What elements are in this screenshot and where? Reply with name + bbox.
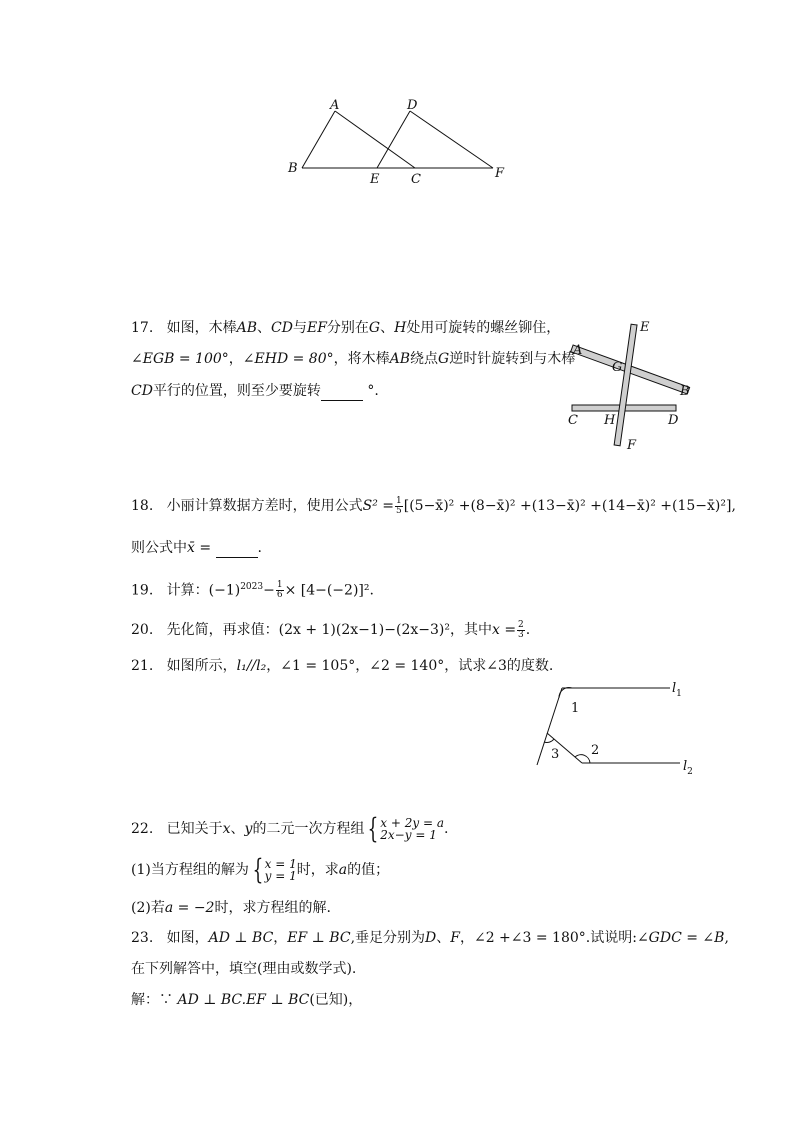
subscript: 1 [676,689,682,699]
math: ∠2 = 140° [369,658,445,674]
text: °. [367,383,379,399]
text: 的二元一次方程组 [252,821,365,837]
numerator: 2 [518,619,524,630]
question-number: 23. [131,930,154,946]
math: S² = [362,498,395,514]
formula: [(5−x̄)² +(8−x̄)² +(13−x̄)² +(14−x̄)² +(15−x̄)²], [403,498,736,514]
text: 的值； [347,862,390,878]
text: 解：∵ [131,992,173,1008]
math: AD ⊥ BC [208,930,274,946]
math: y [244,821,253,837]
text: 如图，木棒 [166,320,237,336]
label-B: B [680,384,690,399]
fraction [395,497,403,516]
text: 已知关于 [166,821,223,837]
math: (2x + 1)(2x−1)−(2x−3)² [278,622,450,638]
label-F: F [495,166,505,181]
answer-blank[interactable] [321,386,363,401]
math: x̄ [187,540,195,556]
text: ， [273,930,288,946]
text: 绕点 [410,351,439,367]
math: AD ⊥ BC.EF ⊥ BC [177,992,310,1008]
label-A: A [330,98,340,113]
text: 分别在 [326,320,369,336]
label-E: E [640,320,650,335]
text: . [525,622,531,638]
math: H [394,320,407,336]
fraction [276,581,284,600]
label-D: D [668,413,679,428]
solution-system [265,858,297,882]
denominator: 5 [396,505,402,516]
question-19 [131,577,374,601]
text: (已知)， [309,992,363,1008]
label-G: G [612,360,623,375]
math: CD [271,320,293,336]
text: 如图所示， [166,658,237,674]
label-C: C [411,172,421,187]
numerator: 1 [276,580,283,591]
math: a = −2 [164,900,215,916]
label-E: E [370,172,380,187]
question-17-line-3 [131,381,379,401]
question-number: 18. [131,498,154,514]
math: G [368,320,381,336]
question-23-solution [131,990,362,1010]
l: l [672,681,677,696]
math: AB [389,351,411,367]
question-21 [131,656,553,676]
math: EF [306,320,327,336]
label-C: C [568,413,578,428]
text: ，将木棒 [333,351,390,367]
math: ∠EGB = 100° [131,351,229,367]
math: AB [236,320,258,336]
text: 先化简，再求值： [166,622,279,638]
math: × [4−(−2)]². [284,582,374,599]
math: D [425,930,437,946]
text: . [443,821,449,837]
question-23-line-1 [131,928,729,948]
line-l2-label [683,759,693,777]
text: 则公式中 [131,540,187,556]
question-number: 17. [131,320,154,336]
solution-y: y = 1 [264,869,297,883]
text: 与 [292,320,307,336]
label-B: B [288,161,298,176]
text: = [194,540,216,556]
math: a [338,862,348,878]
text: ， [355,658,370,674]
math: l₁//l₂ [236,658,267,674]
equation-system [380,817,444,841]
denominator: 3 [518,629,524,640]
question-number: 19. [131,582,154,599]
question-18-line-2 [131,538,262,558]
equation-1: x + 2y = a [380,816,444,830]
text: 逆时针旋转到与木棒 [449,351,576,367]
math: (−1) [208,582,241,599]
math: ∠EHD = 80° [242,351,334,367]
text: ， [459,930,474,946]
text: 、 [436,930,451,946]
question-17-line-2 [131,349,575,369]
label-H: H [604,413,616,428]
math: EF ⊥ BC [287,930,351,946]
angle-3-label: 3 [551,747,560,762]
question-18-line-1 [131,496,736,516]
question-number: 21. [131,658,154,674]
text: 小丽计算数据方差时，使用公式 [166,498,363,514]
triangle-figure-16 [280,95,520,190]
question-22-part-2 [131,898,331,918]
text: (2)若 [131,900,165,916]
answer-blank[interactable] [216,543,258,558]
math: ∠2 +∠3 = 180° [473,930,586,946]
math: x [222,821,231,837]
math: G [438,351,450,367]
text: 时，求 [296,862,339,878]
text: 时，求方程组的解. [214,900,331,916]
label-D: D [407,98,418,113]
question-20 [131,620,530,640]
question-number: 20. [131,622,154,638]
text: 在下列解答中，填空(理由或数学式). [131,961,357,977]
question-22 [131,814,448,844]
text: ，其中 [449,622,492,638]
math: ∠1 = 105° [280,658,356,674]
solution-x: x = 1 [264,857,297,871]
angle-2-label: 2 [591,743,600,758]
label-F: F [627,438,637,453]
equation-2: 2x−y = 1 [380,828,437,842]
text: 计算： [166,582,209,599]
text: ， [228,351,243,367]
rods-figure-17 [560,318,700,458]
math: ∠GDC = ∠B [636,930,725,946]
exponent: 2023 [240,582,264,592]
text: ，试求∠3的度数. [444,658,554,674]
numerator: 1 [396,495,402,506]
brace: { [368,812,379,845]
denominator: 6 [276,590,283,601]
subscript: 2 [687,767,693,777]
text: ， [266,658,281,674]
line-l1-label [672,681,682,699]
text: (1)当方程组的解为 [131,862,249,878]
label-A: A [573,343,583,358]
math: CD [131,383,153,399]
fraction [517,621,525,640]
text: 处用可旋转的螺丝铆住， [406,320,561,336]
parallel-lines-figure-21 [530,680,710,780]
brace: { [252,853,264,886]
angle-1-label: 1 [571,701,580,716]
text: 、 [380,320,395,336]
question-22-part-1 [131,855,389,885]
text: 、 [230,821,245,837]
text: 平行的位置，则至少要旋转 [152,383,321,399]
text: .试说明: [585,930,637,946]
text: 、 [257,320,272,336]
math: F [450,930,460,946]
question-23-line-2 [131,959,356,979]
text: . [257,540,262,556]
question-17-line-1 [131,318,560,338]
text: , [724,930,729,946]
question-number: 22. [131,821,154,837]
text: ,垂足分别为 [350,930,426,946]
text: 如图， [166,930,209,946]
math: − [263,582,275,599]
l: l [683,759,688,774]
math: x = [491,622,517,638]
